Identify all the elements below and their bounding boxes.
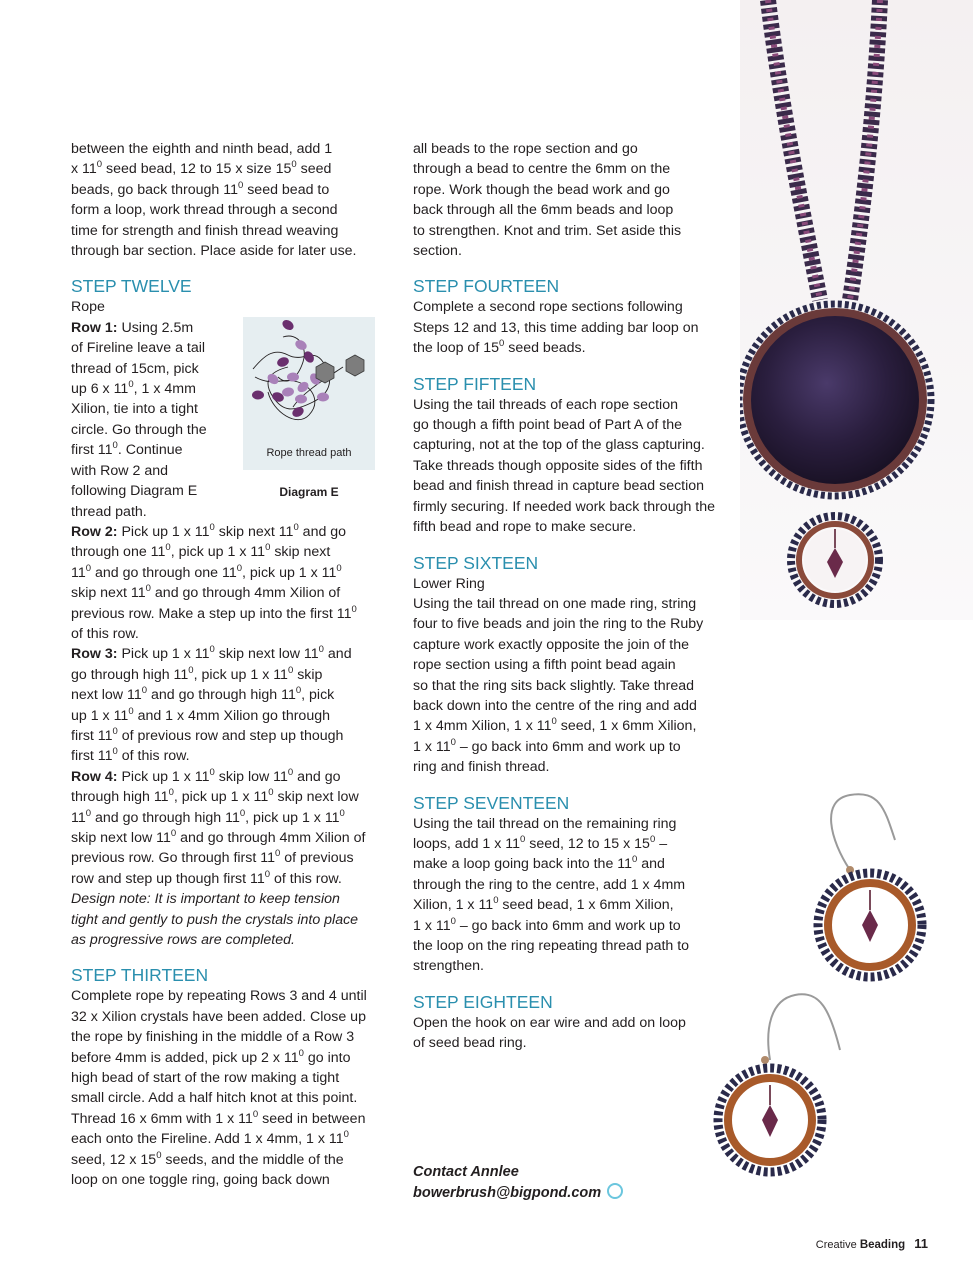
contact-label: Contact Annlee xyxy=(413,1164,519,1180)
step-twelve-row2: Row 2: Pick up 1 x $11^0$ skip next $11^0$ and go through one $11^0$, pick up 1 x $11^0$ skip next $11^0$ and go through one $11^0$, pick up 1 x $11^0$ skip next $11^0$ and go through 4mm Xilion of previous row. Make a step up into the first $11^0$ of this row. xyxy=(71,521,357,642)
step-twelve-row4: Row 4: Pick up 1 x $11^0$ skip low $11^0$ and go through high $11^0$, pick up 1 x $11^0$ skip next low $11^0$ and go through high $11^0$, pick up 1 x $11^0$ skip next low $11^0$ and go through 4mm Xilion of previous row. Go through first $11^0$ of previous row and step up though first $11^0$ of this row. xyxy=(71,766,366,887)
necklace-photo xyxy=(740,0,973,620)
step-seventeen-heading: STEP SEVENTEEN xyxy=(413,792,570,813)
page-number: 11 xyxy=(914,1236,928,1251)
diagram-title: Diagram E xyxy=(279,485,339,499)
step-twelve-subheading: Rope xyxy=(71,299,105,316)
step-twelve-row1: Row 1: Using 2.5m of Fireline leave a tail thread of 15cm, pick up 6 x $11^0$, 1 x 4mm Xilion, tie into a tight circle. Go through the first $11^0$. Continue with Row 2 and following Diagram E thread path. xyxy=(71,319,207,520)
bead-diagram-illustration xyxy=(243,317,375,442)
step-thirteen-body: Complete rope by repeating Rows 3 and 4 until 32 x Xilion crystals have been added. Close up the rope by finishing in the middle of a Row 3 before 4mm is added, pick up 2 x $11^0$ go into high bead of start of the row making a tight small circle. Add a half hitch knot at this point. Thread 16 x 6mm with 1 x $11^0$ seed in between each onto the Fireline. Add 1 x 4mm, 1 x $11^0$ seed, 12 x $15^0$ seeds, and the middle of the loop on one toggle ring, going back down xyxy=(71,988,367,1189)
step-fifteen-body: Using the tail threads of each rope section go though a fifth point bead of Part A of the capturing, not at the top of the glass capturing. Take threads though opposite sides of the fifth bead and finish thread in capture bead section firmly securing. If needed work back through the fifth bead and rope to make secure. xyxy=(413,396,716,536)
step-thirteen-heading: STEP THIRTEEN xyxy=(71,965,209,986)
step-sixteen-heading: STEP SIXTEEN xyxy=(413,552,539,573)
earrings-photo xyxy=(690,780,973,1200)
step-seventeen-body: Using the tail thread on the remaining ring loops, add 1 x $11^0$ seed, 12 to 15 x $15^0$ – make a loop going back into the $11^0$ and through the ring to the centre, add 1 x 4mm Xilion, 1 x $11^0$ seed bead, 1 x 6mm Xilion, 1 x $11^0$ – go back into 6mm and work up to the loop on the ring repeating thread path to strengthen. xyxy=(413,815,690,975)
rope-thread-diagram xyxy=(243,317,375,470)
design-note: Design note: It is important to keep tension tight and gently to push the crystals into place as progressive rows are completed. xyxy=(71,891,359,949)
col2-intro: all beads to the rope section and go through a bead to centre the 6mm on the rope. Work though the bead work and go back through all the 6mm beads and loop to strengthen. Knot and trim. Set aside this section. xyxy=(413,141,682,260)
step-twelve-heading: STEP TWELVE xyxy=(71,276,192,297)
magazine-prefix: Creative xyxy=(815,1239,857,1251)
step-fourteen-body: Complete a second rope sections following Steps 12 and 13, this time adding bar loop on the loop of $15^0$ seed beads. xyxy=(413,299,699,357)
step-sixteen-body: Using the tail thread on one made ring, string four to five beads and join the ring to the Ruby capture work exactly opposite the join of the rope section using a fifth point bead again so that the ring sits back slightly. Take thread back down into the centre of the ring and add 1 x 4mm Xilion, 1 x $11^0$ seed, 1 x 6mm Xilion, 1 x $11^0$ – go back into 6mm and work up to ring and finish thread. xyxy=(413,595,704,776)
step-twelve-row3: Row 3: Pick up 1 x $11^0$ skip next low $11^0$ and go through high $11^0$, pick up 1 x $11^0$ skip next low $11^0$ and go through high $11^0$, pick up 1 x $11^0$ and 1 x 4mm Xilion go through first $11^0$ of previous row and step up though first $11^0$ of this row. xyxy=(71,644,352,765)
contact-block xyxy=(413,1162,623,1204)
step-eighteen-heading: STEP EIGHTEEN xyxy=(413,991,553,1012)
beaded-earrings-image xyxy=(690,780,973,1200)
diagram-caption: Rope thread path xyxy=(266,447,352,459)
page-footer xyxy=(816,1236,928,1251)
magazine-name: Beading xyxy=(859,1239,906,1251)
end-of-article-icon xyxy=(607,1183,623,1199)
left-column xyxy=(71,139,393,1191)
step-eighteen-body: Open the hook on ear wire and add on loop of seed bead ring. xyxy=(413,1014,686,1052)
step-fifteen-heading: STEP FIFTEEN xyxy=(413,373,537,394)
step-fourteen-heading: STEP FOURTEEN xyxy=(413,276,560,297)
col1-intro: between the eighth and ninth bead, add 1 x $11^0$ seed bead, 12 to 15 x size $15^0$ seed beads, go back through $11^0$ seed bead to form a loop, work thread through a second time for strength and finish thread weaving through bar section. Place aside for later use. xyxy=(71,141,357,260)
contact-email[interactable]: bowerbrush@bigpond.com xyxy=(413,1185,602,1201)
beaded-necklace-image xyxy=(740,0,973,620)
step-sixteen-subheading: Lower Ring xyxy=(413,575,485,592)
